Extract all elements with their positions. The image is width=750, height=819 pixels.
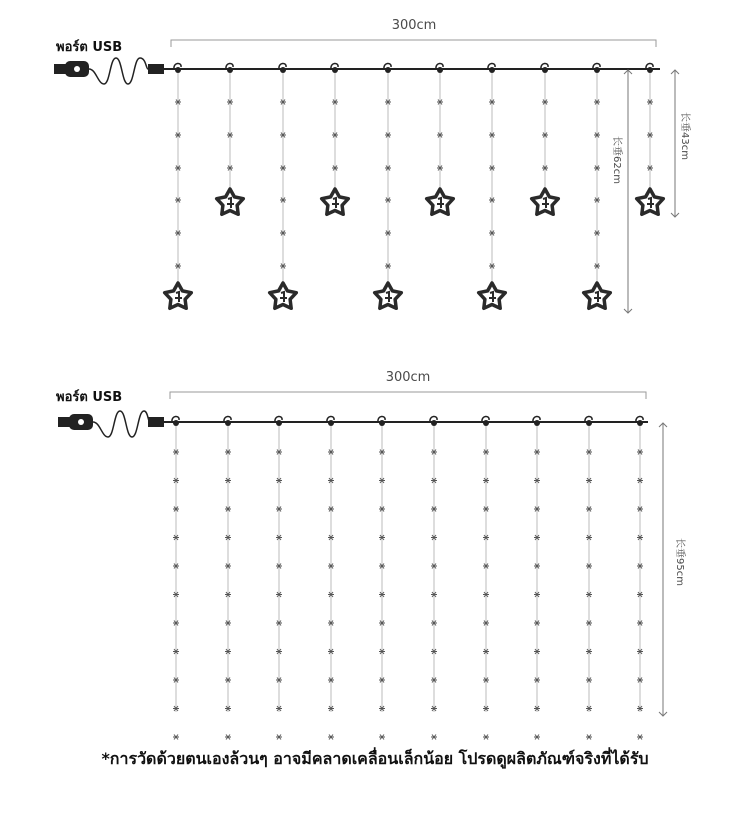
top-diagram [54, 18, 691, 313]
bottom-controller-box [148, 417, 164, 427]
top-width-bracket [171, 40, 656, 47]
top-usb-button [74, 66, 80, 72]
hook-clip [328, 420, 334, 426]
hook-clip [280, 67, 286, 73]
top-strands [165, 63, 664, 308]
bottom-strand [327, 416, 334, 739]
bottom-strand [224, 416, 231, 739]
bottom-drop-label: 长垂95cm [674, 538, 685, 586]
snowflake-bulb-icon [534, 735, 540, 740]
bottom-coiled-cable [93, 411, 150, 437]
bottom-strand [378, 416, 385, 739]
bottom-width-bracket [170, 392, 646, 399]
hook-clip [437, 67, 443, 73]
top-strand [375, 63, 402, 308]
top-strand [270, 63, 297, 308]
hook-clip [542, 67, 548, 73]
top-coiled-cable [89, 58, 148, 84]
bottom-strand [636, 416, 643, 739]
hook-clip [594, 67, 600, 73]
bottom-diagram [56, 370, 686, 740]
top-controller-box [148, 64, 164, 74]
bottom-strand [430, 416, 437, 739]
bottom-strands [172, 416, 643, 739]
hook-clip [175, 67, 181, 73]
top-strand [165, 63, 192, 308]
hook-clip [586, 420, 592, 426]
bottom-width-label: 300cm [385, 370, 431, 385]
top-strand [532, 63, 559, 214]
top-strand [322, 63, 349, 214]
hook-clip [379, 420, 385, 426]
hook-clip [637, 420, 643, 426]
snowflake-bulb-icon [637, 735, 643, 740]
bottom-usb-button [78, 419, 84, 425]
hook-clip [489, 67, 495, 73]
hook-clip [647, 67, 653, 73]
top-usb-label: พอร์ต USB [56, 40, 123, 55]
hook-clip [534, 420, 540, 426]
footnote: *การวัดด้วยตนเองล้วนๆ อาจมีคลาดเคลื่อนเล็กน้อย โปรดดูผลิตภัณฑ์จริงที่ได้รับ [101, 749, 649, 768]
top-strand [479, 63, 506, 308]
top-strand [217, 63, 244, 214]
bottom-strand [482, 416, 489, 739]
hook-clip [483, 420, 489, 426]
hook-clip [332, 67, 338, 73]
top-strand [427, 63, 454, 214]
hook-clip [276, 420, 282, 426]
snowflake-bulb-icon [328, 735, 334, 740]
hook-clip [431, 420, 437, 426]
snowflake-bulb-icon [483, 735, 489, 740]
bottom-strand [585, 416, 592, 739]
top-width-label: 300cm [391, 18, 437, 33]
bottom-usb-plug-icon [58, 417, 70, 427]
snowflake-bulb-icon [431, 735, 437, 740]
top-short-drop-label: 长垂43cm [679, 112, 690, 160]
snowflake-bulb-icon [173, 735, 179, 740]
hook-clip [173, 420, 179, 426]
top-usb-plug-icon [54, 64, 66, 74]
top-long-drop-label: 长垂62cm [611, 136, 622, 184]
bottom-strand [172, 416, 179, 739]
bottom-strand [275, 416, 282, 739]
hook-clip [225, 420, 231, 426]
snowflake-bulb-icon [379, 735, 385, 740]
hook-clip [227, 67, 233, 73]
top-strand [637, 63, 664, 214]
snowflake-bulb-icon [586, 735, 592, 740]
hook-clip [385, 67, 391, 73]
bottom-strand [533, 416, 540, 739]
top-strand [584, 63, 611, 308]
snowflake-bulb-icon [276, 735, 282, 740]
snowflake-bulb-icon [225, 735, 231, 740]
bottom-usb-label: พอร์ต USB [56, 390, 123, 405]
